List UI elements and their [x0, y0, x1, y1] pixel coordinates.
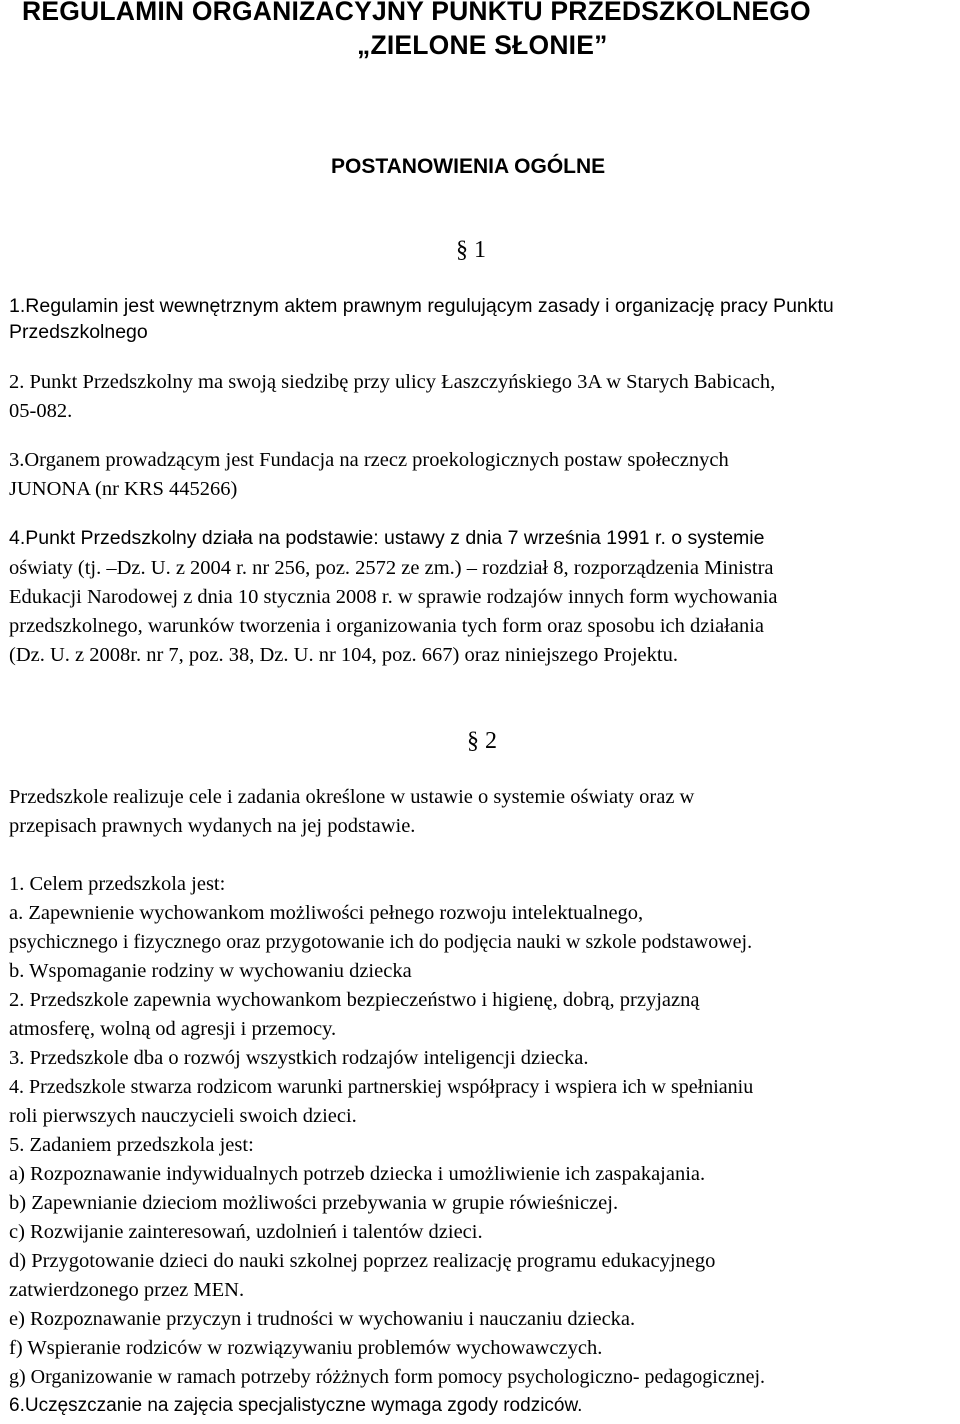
section-2-line: psychicznego i fizycznego oraz przygotowanie ich do podjęcia nauki w szkole podstawowej. — [9, 931, 753, 953]
section-2-line: c) Rozwijanie zainteresowań, uzdolnień i talentów dzieci. — [9, 1221, 483, 1243]
section-1-line: JUNONA (nr KRS 445266) — [9, 478, 238, 500]
section-1-line: 4.Punkt Przedszkolny działa na podstawie: ustawy z dnia 7 września 1991 r. o systemie — [9, 527, 765, 549]
section-1-line: 3.Organem prowadzącym jest Fundacja na rzecz proekologicznych postaw społecznych — [9, 449, 729, 471]
section-1-line: przedszkolnego, warunków tworzenia i organizowania tych form oraz sposobu ich działania — [9, 615, 765, 637]
section-1-line: 2. Punkt Przedszkolny ma swoją siedzibę przy ulicy Łaszczyńskiego 3A w Starych Babicach, — [9, 371, 776, 393]
section-2-line: 2. Przedszkole zapewnia wychowankom bezpieczeństwo i higienę, dobrą, przyjazną — [9, 989, 700, 1011]
section-2-line: 3. Przedszkole dba o rozwój wszystkich rodzajów inteligencji dziecka. — [9, 1047, 589, 1069]
section-1-line: Przedszkolnego — [9, 321, 148, 343]
section-2-line: e) Rozpoznawanie przyczyn i trudności w wychowaniu i nauczaniu dziecka. — [9, 1308, 636, 1330]
section-2-line: 5. Zadaniem przedszkola jest: — [9, 1134, 254, 1156]
section-1-line: Edukacji Narodowej z dnia 10 stycznia 2008 r. w sprawie rodzajów innych form wychowania — [9, 586, 778, 608]
section-1-marker: § 1 — [456, 237, 486, 263]
section-2-line: Przedszkole realizuje cele i zadania określone w ustawie o systemie oświaty oraz w — [9, 786, 695, 808]
document-title-line-2: „ZIELONE SŁONIE” — [357, 30, 608, 60]
general-provisions-heading: POSTANOWIENIA OGÓLNE — [331, 155, 606, 178]
section-1-line: 05-082. — [9, 400, 73, 422]
section-2-line: zatwierdzonego przez MEN. — [9, 1279, 245, 1301]
section-2-line: g) Organizowanie w ramach potrzeby różżnych form pomocy psychologiczno- pedagogicznej. — [9, 1366, 766, 1388]
section-1-line: 1.Regulamin jest wewnętrznym aktem prawnym regulującym zasady i organizację pracy Punktu — [9, 295, 834, 317]
section-2-line: a) Rozpoznawanie indywidualnych potrzeb dziecka i umożliwienie ich zaspakajania. — [9, 1163, 706, 1185]
section-2-line: a. Zapewnienie wychowankom możliwości pełnego rozwoju intelektualnego, — [9, 902, 644, 924]
section-1-line: (Dz. U. z 2008r. nr 7, poz. 38, Dz. U. nr 104, poz. 667) oraz niniejszego Projektu. — [9, 644, 678, 666]
section-2-line: b) Zapewnianie dzieciom możliwości przebywania w grupie rówieśniczej. — [9, 1192, 619, 1214]
section-2-line: roli pierwszych nauczycieli swoich dzieci. — [9, 1105, 357, 1127]
section-2-line: f) Wspieranie rodziców w rozwiązywaniu problemów wychowawczych. — [9, 1337, 603, 1359]
section-2-line: 1. Celem przedszkola jest: — [9, 873, 226, 895]
section-2-line: 4. Przedszkole stwarza rodzicom warunki partnerskiej współpracy i wspiera ich w spełnianiu — [9, 1076, 754, 1098]
section-2-line: 6.Uczęszczanie na zajęcia specjalistyczne wymaga zgody rodziców. — [9, 1395, 583, 1416]
section-1-line: oświaty (tj. –Dz. U. z 2004 r. nr 256, poz. 2572 ze zm.) – rozdział 8, rozporządzenia Ministra — [9, 557, 774, 579]
section-2-line: przepisach prawnych wydanych na jej podstawie. — [9, 815, 416, 837]
section-2-line: b. Wspomaganie rodziny w wychowaniu dziecka — [9, 960, 412, 982]
section-2-line: atmosferę, wolną od agresji i przemocy. — [9, 1018, 337, 1040]
section-2-line: d) Przygotowanie dzieci do nauki szkolnej poprzez realizację programu edukacyjnego — [9, 1250, 716, 1272]
document-title-line-1: REGULAMIN ORGANIZACYJNY PUNKTU PRZEDSZKOLNEGO — [22, 0, 811, 26]
section-2-marker: § 2 — [467, 728, 497, 754]
